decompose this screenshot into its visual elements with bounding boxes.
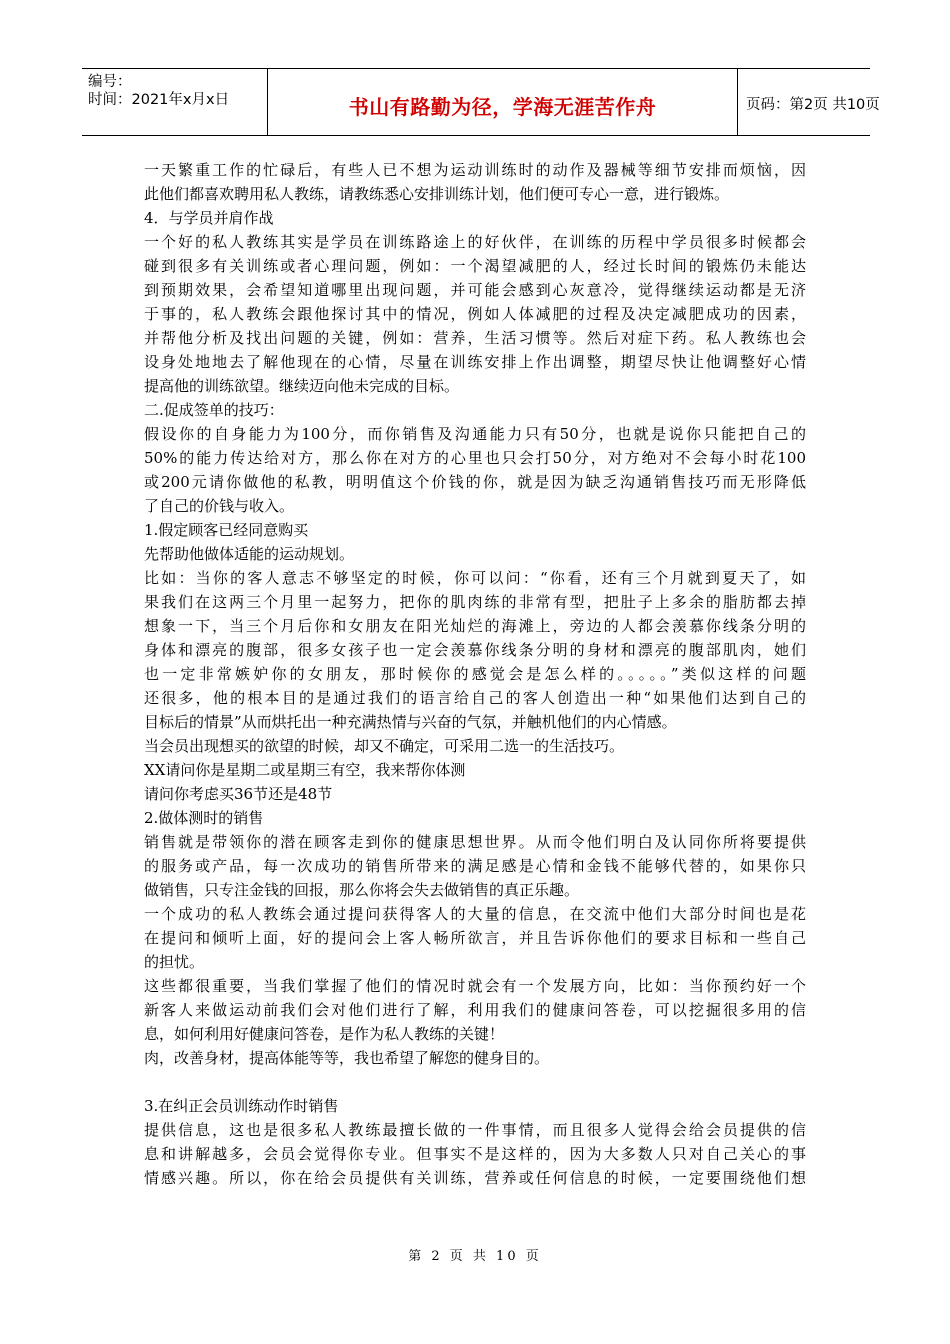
body-line: 一个成功的私人教练会通过提问获得客人的大量的信息，在交流中他们大部分时间也是花 <box>144 905 806 923</box>
body-line: 50%的能力传达给对方，那么你在对方的心里也只会打50分，对方绝对不会每小时花100 <box>144 449 806 467</box>
body-line: 2.做体测时的销售 <box>144 809 264 827</box>
body-line: 销售就是带领你的潜在顾客走到你的健康思想世界。从而令他们明白及认同你所将要提供 <box>144 833 806 851</box>
body-line: 了自己的价钱与收入。 <box>144 497 295 515</box>
header-meta-cell <box>82 69 268 135</box>
body-line: 目标后的情景”从而烘托出一种充满热情与兴奋的气氛，并触机他们的内心情感。 <box>144 713 677 731</box>
body-line: 这些都很重要，当我们掌握了他们的情况时就会有一个发展方向，比如：当你预约好一个 <box>144 977 806 995</box>
body-line: 做销售，只专注金钱的回报，那么你将会失去做销售的真正乐趣。 <box>144 881 580 899</box>
blank-line <box>144 1070 806 1094</box>
body-line: 在提问和倾听上面，好的提问会上客人畅所欲言，并且告诉你他们的要求目标和一些自己 <box>144 929 806 947</box>
body-line: 碰到很多有关训练或者心理问题，例如：一个渴望减肥的人，经过长时间的锻炼仍未能达 <box>144 257 806 275</box>
body-line: 假设你的自身能力为100分，而你销售及沟通能力只有50分，也就是说你只能把自己的 <box>144 425 806 443</box>
body-line: 当会员出现想买的欲望的时候，却又不确定，可采用二选一的生活技巧。 <box>144 737 625 755</box>
body-line: 于事的，私人教练会跟他探讨其中的情况，例如人体减肥的过程及决定减肥成功的因素， <box>144 305 806 323</box>
body-line: 先帮助他做体适能的运动规划。 <box>144 545 355 563</box>
body-line: 新客人来做运动前我们会对他们进行了解，利用我们的健康问答卷，可以挖掘很多用的信 <box>144 1001 806 1019</box>
body-line: 4．与学员并肩作战 <box>144 209 274 227</box>
body-line: 肉，改善身材，提高体能等等，我也希望了解您的健身目的。 <box>144 1049 550 1067</box>
document-body <box>144 158 806 1190</box>
body-line: 情感兴趣。所以，你在给会员提供有关训练，营养或任何信息的时候，一定要围绕他们想 <box>144 1169 806 1187</box>
body-line: 比如：当你的客人意志不够坚定的时候，你可以问：“你看，还有三个月就到夏天了，如 <box>144 569 806 587</box>
body-line: 提供信息，这也是很多私人教练最擅长做的一件事情，而且很多人觉得会给会员提供的信 <box>144 1121 806 1139</box>
body-line: 提高他的训练欲望。继续迈向他未完成的目标。 <box>144 377 460 395</box>
body-line: 3.在纠正会员训练动作时销售 <box>144 1097 339 1115</box>
body-line: 1.假定顾客已经同意购买 <box>144 521 309 539</box>
body-line: 此他们都喜欢聘用私人教练，请教练悉心安排训练计划，他们便可专心一意，进行锻炼。 <box>144 185 730 203</box>
body-line: 果我们在这两三个月里一起努力，把你的肌肉练的非常有型，把肚子上多余的脂肪都去掉 <box>144 593 806 611</box>
body-line: 设身处地地去了解他现在的心情，尽量在训练安排上作出调整，期望尽快让他调整好心情 <box>144 353 806 371</box>
body-line: 还很多，他的根本目的是通过我们的语言给自己的客人创造出一种“如果他们达到自己的 <box>144 689 806 707</box>
body-line: 或200元请你做他的私教，明明值这个价钱的你，就是因为缺乏沟通销售技巧而无形降低 <box>144 473 806 491</box>
header-page-info: 页码：第2页 共10页 <box>746 97 880 113</box>
body-line: 并帮他分析及找出问题的关键，例如：营养，生活习惯等。然后对症下药。私人教练也会 <box>144 329 806 347</box>
page-footer <box>0 1245 950 1264</box>
body-line: 息，如何利用好健康问答卷，是作为私人教练的关键！ <box>144 1025 505 1043</box>
body-line: 想象一下，当三个月后你和女朋友在阳光灿烂的海滩上，旁边的人都会羡慕你线条分明的 <box>144 617 806 635</box>
body-line: XX请问你是星期二或星期三有空，我来帮你体测 <box>144 761 466 779</box>
body-line: 一天繁重工作的忙碌后，有些人已不想为运动训练时的动作及器械等细节安排而烦恼，因 <box>144 161 806 179</box>
header-page-cell <box>738 69 880 135</box>
body-line: 身体和漂亮的腹部，很多女孩子也一定会羡慕你线条分明的身材和漂亮的腹部肌肉，她们 <box>144 641 806 659</box>
page-footer-text: 第 2 页 共 10 页 <box>408 1249 542 1264</box>
document-header <box>82 68 880 136</box>
header-motto: 书山有路勤为径，学海无涯苦作舟 <box>348 95 657 119</box>
body-line: 请问你考虑买36节还是48节 <box>144 785 333 803</box>
number-label: 编号： <box>88 74 132 90</box>
date-label: 时间：2021年x月x日 <box>88 92 230 108</box>
body-line: 的服务或产品，每一次成功的销售所带来的满足感是心情和金钱不能够代替的，如果你只 <box>144 857 806 875</box>
body-line: 到预期效果，会希望知道哪里出现问题，并可能会感到心灰意冷，觉得继续运动都是无济 <box>144 281 806 299</box>
body-line: 一个好的私人教练其实是学员在训练路途上的好伙伴，在训练的历程中学员很多时候都会 <box>144 233 806 251</box>
header-motto-cell <box>268 69 738 135</box>
body-line: 的担忧。 <box>144 953 205 971</box>
body-line: 二.促成签单的技巧： <box>144 401 284 419</box>
body-line: 息和讲解越多，会员会觉得你专业。但事实不是这样的，因为大多数人只对自己关心的事 <box>144 1145 806 1163</box>
body-line: 也一定非常嫉妒你的女朋友，那时候你的感觉会是怎么样的。。。。。”类似这样的问题 <box>144 665 806 683</box>
